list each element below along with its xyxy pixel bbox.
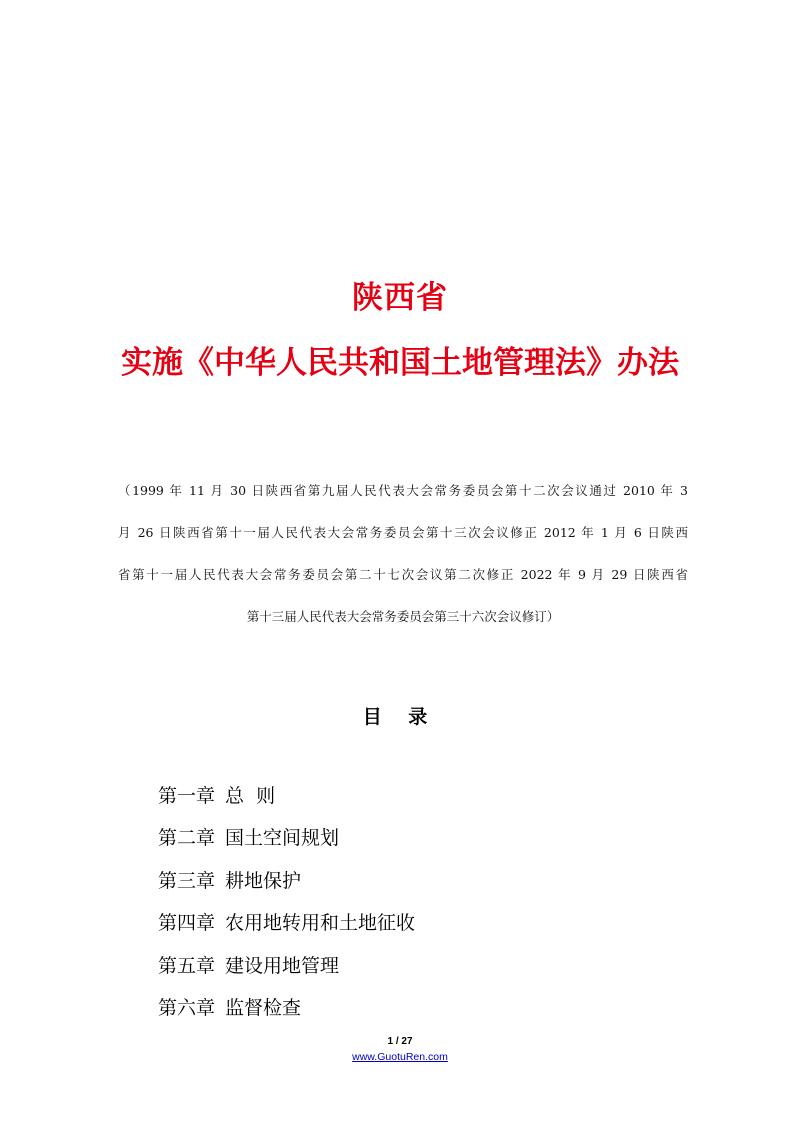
toc-chapter-title: 总 则	[225, 785, 276, 807]
page-number: 1 / 27	[387, 1036, 413, 1047]
toc-chapter-number: 第四章	[158, 912, 216, 935]
toc-item-chapter-3	[158, 865, 415, 907]
toc-chapter-number: 第六章	[158, 996, 216, 1019]
website-footer	[0, 1051, 800, 1063]
table-of-contents-heading: 目 录	[362, 706, 438, 728]
toc-chapter-title: 农用地转用和土地征收	[225, 912, 416, 935]
toc-item-chapter-1	[158, 780, 415, 822]
document-title-law: 实施《中华人民共和国土地管理法》办法	[121, 345, 679, 381]
toc-chapter-title: 监督检查	[225, 996, 302, 1019]
document-title-province: 陕西省	[352, 280, 448, 316]
toc-chapter-number: 第三章	[158, 869, 216, 892]
toc-chapter-title: 国土空间规划	[225, 827, 340, 850]
table-of-contents	[158, 780, 415, 1034]
adoption-history-note	[118, 470, 688, 638]
adoption-history-line: 月 26 日陕西省第十一届人民代表大会常务委员会第十三次会议修正 2012 年 1 月 6 日陕西	[118, 525, 688, 540]
adoption-history-line: （1999 年 11 月 30 日陕西省第九届人民代表大会常务委员会第十二次会议通过 2010 年 3	[118, 483, 688, 498]
toc-item-chapter-5	[158, 950, 415, 992]
adoption-history-line: 第十三届人民代表大会常务委员会第三十六次会议修订）	[246, 609, 560, 624]
toc-chapter-title: 建设用地管理	[225, 954, 340, 977]
website-link[interactable]: www.GuotuRen.com	[352, 1051, 448, 1063]
toc-chapter-title: 耕地保护	[225, 869, 302, 892]
toc-item-chapter-2	[158, 822, 415, 864]
adoption-history-line: 省第十一届人民代表大会常务委员会第二十七次会议第二次修正 2022 年 9 月 29 日陕西省	[118, 567, 688, 582]
toc-item-chapter-4	[158, 907, 415, 949]
toc-item-chapter-6	[158, 992, 415, 1034]
toc-chapter-number: 第二章	[158, 827, 216, 850]
toc-chapter-number: 第一章	[158, 785, 216, 807]
toc-chapter-number: 第五章	[158, 954, 216, 977]
